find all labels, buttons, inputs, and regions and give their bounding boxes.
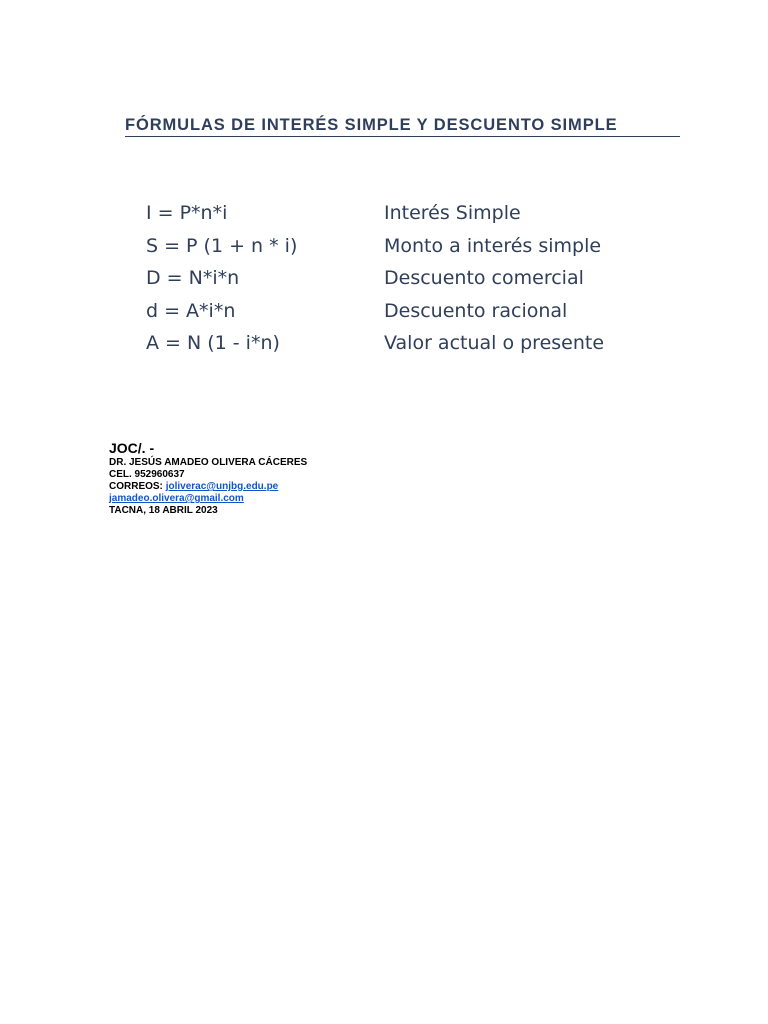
email-link-primary[interactable]: joliverac@unjbg.edu.pe [165, 481, 279, 492]
formula-row [146, 231, 666, 264]
formula-list [146, 198, 666, 361]
formula-expression: A = N (1 - i*n) [146, 332, 280, 354]
signature-phone: CEL. 952960637 [109, 469, 185, 480]
formula-row [146, 296, 666, 329]
formula-expression: d = A*i*n [146, 299, 236, 322]
formula-row [146, 263, 666, 296]
formula-description: Monto a interés simple [384, 234, 602, 257]
formula-expression: D = N*i*n [146, 267, 240, 289]
signature-initials: JOC/. - [109, 440, 155, 456]
signature-email-secondary-line [109, 493, 409, 505]
formula-description: Descuento comercial [384, 267, 584, 289]
signature-block [109, 440, 409, 517]
formula-description: Valor actual o presente [384, 332, 605, 354]
formula-expression: S = P (1 + n * i) [146, 234, 298, 257]
email-link-secondary[interactable]: jamadeo.olivera@gmail.com [109, 493, 244, 504]
formula-expression: I = P*n*i [146, 202, 228, 224]
signature-emails-label: CORREOS: [109, 481, 163, 492]
formula-row [146, 328, 666, 361]
formula-row [146, 198, 666, 231]
formula-description: Descuento racional [384, 299, 568, 322]
signature-emails-line [109, 481, 409, 493]
signature-place-date: TACNA, 18 ABRIL 2023 [109, 505, 218, 516]
document-title: FÓRMULAS DE INTERÉS SIMPLE Y DESCUENTO SIMPLE [125, 116, 680, 137]
formula-description: Interés Simple [384, 202, 521, 224]
signature-name: DR. JESÚS AMADEO OLIVERA CÁCERES [109, 457, 308, 468]
